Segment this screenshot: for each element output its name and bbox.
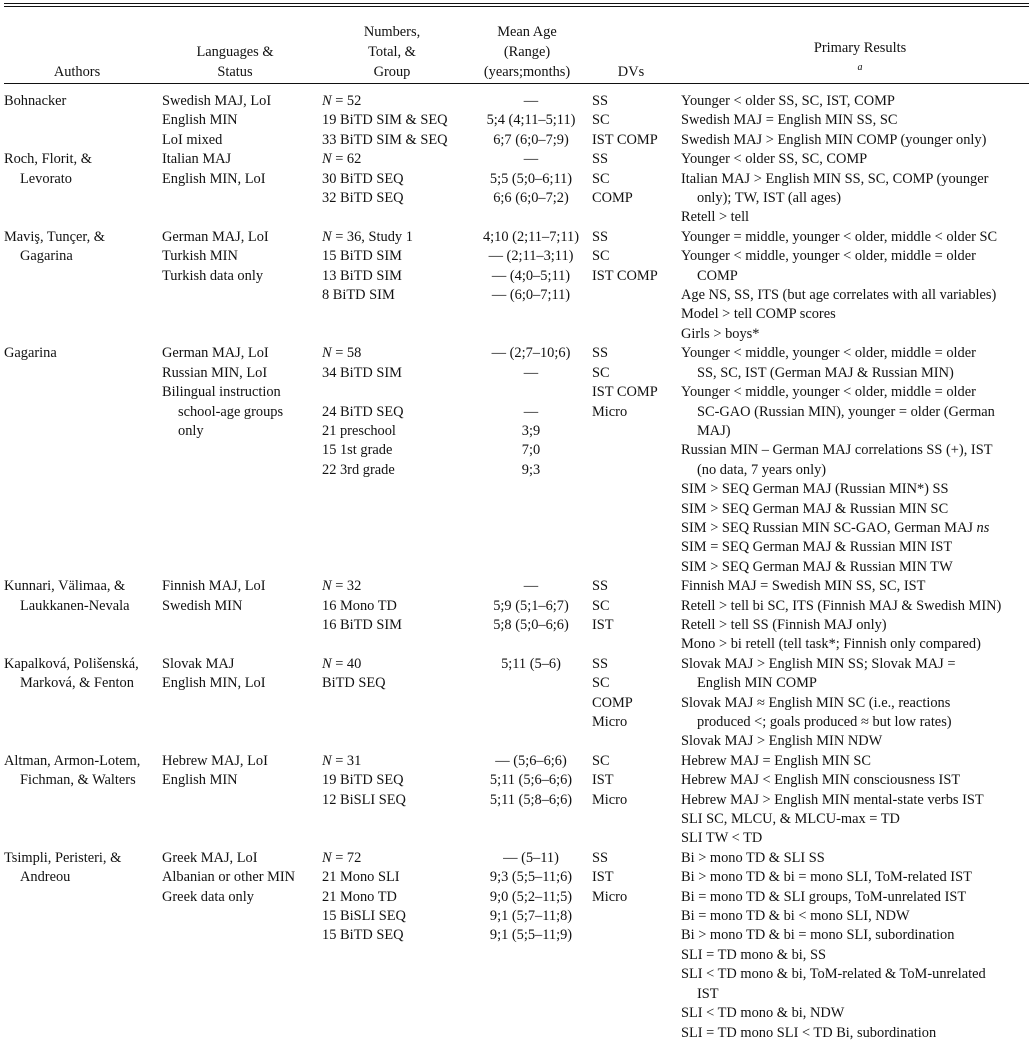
cell-numbers (322, 344, 470, 577)
table-row (4, 150, 1031, 228)
cell-line: Bohnacker (4, 93, 67, 109)
cell-line: 33 BiTD SIM & SEQ (322, 131, 448, 148)
cell-line: SC (592, 112, 610, 129)
cell-authors (4, 150, 162, 228)
cell-line: 5;9 (5;1–6;7) (493, 597, 569, 614)
cell-languages (162, 92, 322, 150)
cell-line: Kunnari, Välimaa, & (4, 578, 126, 595)
result-line: Retell > tell (681, 209, 750, 226)
result-line: Finnish MAJ = Swedish MIN SS, SC, IST (681, 578, 926, 595)
header-results: Primary Results $^a$ (813, 40, 907, 74)
result-line: SLI = TD mono & bi, SS (681, 946, 826, 963)
cell-line: SS (592, 345, 609, 362)
cell-dvs (592, 92, 681, 150)
cell-age (470, 228, 592, 344)
cell-line: N = 62 (322, 151, 362, 168)
cell-dvs (592, 849, 681, 1043)
cell-age (470, 92, 592, 150)
cell-results (681, 344, 1031, 577)
cell-line: 5;11 (5;6–6;6) (489, 772, 573, 789)
cell-line: SS (592, 151, 609, 168)
cell-languages (162, 655, 322, 752)
cell-line: Turkish data only (162, 267, 264, 284)
cell-languages (162, 344, 322, 577)
cell-line: — (6;0–7;11) (491, 287, 571, 304)
cell-age (470, 752, 592, 849)
result-line: IST (697, 985, 719, 1002)
cell-line: German MAJ, LoI (162, 345, 269, 362)
cell-results (681, 752, 1031, 849)
cell-line: 8 BiTD SIM (322, 287, 395, 304)
cell-line: N = 32 (322, 578, 362, 595)
result-line: Slovak MAJ ≈ English MIN SC (i.e., reactions (681, 694, 951, 711)
result-line: Hebrew MAJ < English MIN consciousness IST (681, 772, 961, 789)
cell-line: 6;7 (6;0–7;9) (493, 131, 569, 148)
cell-line: Albanian or other MIN (162, 869, 296, 886)
cell-line: English MIN (162, 772, 238, 789)
cell-line: 19 BiTD SIM & SEQ (322, 112, 448, 129)
cell-dvs (592, 150, 681, 228)
cell-authors (4, 655, 162, 752)
result-line: (no data, 7 years only) (697, 461, 827, 478)
cell-line: 15 BiTD SIM (322, 248, 402, 265)
cell-numbers (322, 150, 470, 228)
cell-results (681, 228, 1031, 344)
table-row (4, 577, 1031, 655)
cell-languages (162, 849, 322, 1043)
cell-age (470, 344, 592, 577)
cell-line: N = 58 (322, 345, 362, 362)
cell-age (470, 150, 592, 228)
cell-line: Micro (592, 714, 628, 730)
cell-line: N = 72 (322, 849, 362, 866)
cell-line: Slovak MAJ (162, 655, 235, 672)
cell-languages (162, 752, 322, 849)
cell-line: 9;3 (5;5–11;6) (489, 869, 573, 886)
result-line: SS, SC, IST (German MAJ & Russian MIN) (697, 364, 954, 381)
cell-line: 9;1 (5;5–11;9) (489, 927, 573, 944)
cell-line: 5;11 (5–6) (501, 655, 561, 672)
cell-line: — (523, 578, 539, 595)
cell-line: IST (592, 772, 614, 789)
result-line: SIM > SEQ German MAJ & Russian MIN TW (681, 558, 953, 575)
cell-line: school-age groups (178, 403, 284, 420)
cell-line: SC (592, 752, 610, 769)
cell-line: 22 3rd grade (322, 461, 395, 478)
cell-line: LoI mixed (162, 131, 223, 148)
cell-authors (4, 228, 162, 344)
result-line: SC-GAO (Russian MIN), younger = older (German (697, 403, 995, 420)
cell-line: 15 BiTD SEQ (322, 927, 404, 944)
cell-line: only (178, 422, 204, 439)
header-languages: Languages & Status (196, 44, 274, 80)
table-row (4, 344, 1031, 577)
result-line: SIM = SEQ German MAJ & Russian MIN IST (681, 539, 953, 556)
result-line: MAJ) (697, 422, 731, 439)
cell-results (681, 150, 1031, 228)
cell-line: 32 BiTD SEQ (322, 190, 404, 207)
cell-line: SS (592, 655, 609, 672)
cell-line: SC (592, 364, 610, 381)
cell-line: 9;1 (5;7–11;8) (489, 908, 573, 925)
cell-line: 4;10 (2;11–7;11) (482, 228, 580, 245)
cell-line: N = 52 (322, 93, 362, 109)
result-line: SLI < TD mono & bi, ToM-related & ToM-unrelated (681, 966, 986, 983)
cell-line: N = 40 (322, 655, 362, 672)
cell-line: Roch, Florit, & (4, 151, 92, 168)
header-age: Mean Age (Range) (years;months) (483, 24, 571, 80)
cell-line: BiTD SEQ (322, 675, 386, 692)
cell-line: 15 BiSLI SEQ (322, 908, 406, 925)
cell-line: 21 Mono SLI (322, 869, 400, 886)
cell-age (470, 655, 592, 752)
cell-numbers (322, 577, 470, 655)
cell-authors (4, 849, 162, 1043)
cell-line: 34 BiTD SIM (322, 364, 402, 381)
cell-line: N = 36, Study 1 (322, 228, 413, 245)
top-rule-double (4, 6, 1029, 7)
cell-line: German MAJ, LoI (162, 228, 269, 245)
result-line: Girls > boys* (681, 325, 760, 342)
result-line: Hebrew MAJ > English MIN mental-state verbs IST (681, 791, 984, 808)
cell-line: Bilingual instruction (162, 384, 281, 401)
cell-line: Altman, Armon-Lotem, (4, 752, 141, 769)
result-line: Swedish MAJ = English MIN SS, SC (681, 112, 898, 129)
cell-line: 5;5 (5;0–6;11) (489, 170, 573, 187)
cell-line: — (5–11) (503, 849, 559, 866)
cell-numbers (322, 849, 470, 1043)
result-line: Younger < older SS, SC, COMP (681, 151, 868, 168)
cell-line: SS (592, 578, 609, 595)
cell-line: Micro (592, 888, 628, 905)
result-line: SIM > SEQ German MAJ (Russian MIN*) SS (681, 481, 949, 498)
cell-dvs (592, 655, 681, 752)
cell-results (681, 849, 1031, 1043)
cell-line: — (523, 151, 539, 168)
cell-line: 9;0 (5;2–11;5) (489, 888, 573, 905)
cell-results (681, 655, 1031, 752)
table-row (4, 92, 1031, 150)
cell-results (681, 92, 1031, 150)
cell-line: Greek data only (162, 888, 254, 905)
cell-line: Micro (592, 403, 628, 420)
cell-line: — (523, 403, 539, 420)
result-line: Bi = mono TD & bi < mono SLI, NDW (681, 908, 910, 925)
cell-line: N = 31 (322, 752, 362, 769)
cell-line: 16 Mono TD (322, 597, 397, 614)
cell-authors (4, 92, 162, 150)
cell-line: Marková, & Fenton (20, 675, 134, 692)
cell-line: 9;3 (521, 461, 541, 478)
result-line: Bi > mono TD & SLI SS (681, 849, 825, 866)
header-rule (4, 83, 1029, 84)
cell-line: SC (592, 248, 610, 265)
cell-languages (162, 228, 322, 344)
result-line: Italian MAJ > English MIN SS, SC, COMP (younger (681, 170, 989, 187)
cell-line: Russian MIN, LoI (162, 364, 268, 381)
result-line: Model > tell COMP scores (681, 306, 836, 323)
cell-line: Andreou (20, 869, 71, 886)
result-line: Bi > mono TD & bi = mono SLI, ToM-related IST (681, 869, 972, 886)
cell-line: IST COMP (592, 131, 658, 148)
cell-line (322, 383, 470, 402)
table-row (4, 228, 1031, 344)
cell-line: Swedish MIN (162, 597, 243, 614)
cell-line: 16 BiTD SIM (322, 616, 402, 633)
result-line: Younger < middle, younger < older, middle = older (681, 384, 976, 401)
cell-line: Tsimpli, Peristeri, & (4, 849, 122, 866)
result-line: Retell > tell SS (Finnish MAJ only) (681, 616, 887, 633)
cell-authors (4, 344, 162, 577)
result-line: Younger < middle, younger < older, middle = older (681, 345, 976, 362)
cell-line: SS (592, 93, 609, 109)
cell-line: Fichman, & Walters (20, 772, 136, 789)
cell-line: Micro (592, 791, 628, 808)
cell-line: 24 BiTD SEQ (322, 403, 404, 420)
result-line: Retell > tell bi SC, ITS (Finnish MAJ & Swedish MIN) (681, 597, 1002, 614)
cell-languages (162, 150, 322, 228)
result-line: Age NS, SS, ITS (but age correlates with all variables) (681, 287, 997, 304)
table-row (4, 655, 1031, 752)
result-line: Younger < middle, younger < older, middle = older (681, 248, 976, 265)
cell-line: 15 1st grade (322, 442, 393, 459)
result-line: Mono > bi retell (tell task*; Finnish only compared) (681, 636, 981, 653)
cell-authors (4, 752, 162, 849)
cell-languages (162, 577, 322, 655)
cell-line: Finnish MAJ, LoI (162, 578, 266, 595)
result-line: Swedish MAJ > English MIN COMP (younger only) (681, 131, 987, 148)
header-authors: Authors (53, 64, 101, 80)
cell-line: — (523, 364, 539, 381)
cell-numbers (322, 228, 470, 344)
cell-numbers (322, 92, 470, 150)
cell-line: 21 preschool (322, 422, 396, 439)
header-dvs: DVs (617, 64, 645, 80)
cell-line: Swedish MAJ, LoI (162, 93, 272, 109)
cell-line: Levorato (20, 170, 72, 187)
result-line: English MIN COMP (697, 675, 817, 692)
cell-line: COMP (592, 694, 633, 711)
result-line: Younger = middle, younger < older, middle < older SC (681, 228, 998, 245)
cell-line: English MIN, LoI (162, 675, 266, 692)
cell-line: — (4;0–5;11) (491, 267, 571, 284)
result-line: COMP (697, 267, 738, 284)
cell-line: 30 BiTD SEQ (322, 170, 404, 187)
result-line: Slovak MAJ > English MIN SS; Slovak MAJ = (681, 655, 956, 672)
cell-line: SS (592, 228, 609, 245)
cell-dvs (592, 344, 681, 577)
cell-line: Maviş, Tunçer, & (4, 228, 105, 245)
cell-line: SC (592, 170, 610, 187)
cell-numbers (322, 655, 470, 752)
result-line: SLI TW < TD (681, 830, 763, 847)
cell-line: Italian MAJ (162, 151, 232, 168)
cell-line: 19 BiTD SEQ (322, 772, 404, 789)
cell-line: 5;4 (4;11–5;11) (486, 112, 576, 129)
result-line: produced <; goals produced ≈ but low rates) (697, 714, 952, 730)
cell-line: IST (592, 869, 614, 886)
cell-line: IST COMP (592, 384, 658, 401)
cell-line: COMP (592, 190, 633, 207)
cell-line: Greek MAJ, LoI (162, 849, 258, 866)
cell-line: Laukkanen-Nevala (20, 597, 130, 614)
cell-dvs (592, 228, 681, 344)
cell-line: — (5;6–6;6) (495, 752, 567, 769)
result-line: Hebrew MAJ = English MIN SC (681, 752, 871, 769)
cell-results (681, 577, 1031, 655)
result-line: SLI SC, MLCU, & MLCU-max = TD (681, 811, 900, 828)
cell-line: 7;0 (521, 442, 541, 459)
cell-line: IST (592, 616, 614, 633)
result-line: Russian MIN – German MAJ correlations SS (+), IST (681, 442, 993, 459)
cell-line: 5;11 (5;8–6;6) (489, 791, 573, 808)
table-row (4, 849, 1031, 1043)
cell-line (470, 383, 592, 402)
result-line: Slovak MAJ > English MIN NDW (681, 733, 883, 750)
cell-line: 13 BiTD SIM (322, 267, 402, 284)
result-line: SIM > SEQ German MAJ & Russian MIN SC (681, 500, 949, 517)
cell-line: English MIN, LoI (162, 170, 266, 187)
result-line: Younger < older SS, SC, IST, COMP (681, 93, 895, 109)
cell-line: SC (592, 597, 610, 614)
cell-line: Kapalková, Polišenská, (4, 655, 139, 672)
cell-dvs (592, 752, 681, 849)
cell-line: Gagarina (4, 345, 57, 362)
result-line: only); TW, IST (all ages) (697, 190, 842, 207)
cell-line: Hebrew MAJ, LoI (162, 752, 268, 769)
cell-line: — (523, 93, 539, 109)
cell-line: 6;6 (6;0–7;2) (493, 190, 569, 207)
cell-line: English MIN (162, 112, 238, 129)
top-rule (4, 3, 1029, 4)
cell-line: Gagarina (20, 248, 73, 265)
cell-line: IST COMP (592, 267, 658, 284)
result-line: Bi = mono TD & SLI groups, ToM-unrelated IST (681, 888, 967, 905)
result-line: SLI = TD mono SLI < TD Bi, subordination (681, 1024, 937, 1041)
cell-line: 3;9 (521, 422, 541, 439)
cell-line: SS (592, 849, 609, 866)
cell-line: 5;8 (5;0–6;6) (493, 616, 569, 633)
cell-line: Turkish MIN (162, 248, 238, 265)
cell-line: — (2;11–3;11) (488, 248, 574, 265)
cell-line: 21 Mono TD (322, 888, 397, 905)
cell-line: SC (592, 675, 610, 692)
cell-line: — (2;7–10;6) (491, 345, 571, 362)
result-line: SIM > SEQ Russian MIN SC-GAO, German MAJ ns (681, 519, 990, 536)
cell-age (470, 577, 592, 655)
cell-dvs (592, 577, 681, 655)
cell-authors (4, 577, 162, 655)
cell-numbers (322, 752, 470, 849)
table-row (4, 752, 1031, 849)
header-numbers: Numbers, Total, & Group (363, 24, 421, 80)
cell-age (470, 849, 592, 1043)
result-line: SLI < TD mono & bi, NDW (681, 1005, 845, 1022)
result-line: Bi > mono TD & bi = mono SLI, subordination (681, 927, 955, 944)
cell-line: 12 BiSLI SEQ (322, 791, 406, 808)
studies-table (4, 92, 1031, 1043)
